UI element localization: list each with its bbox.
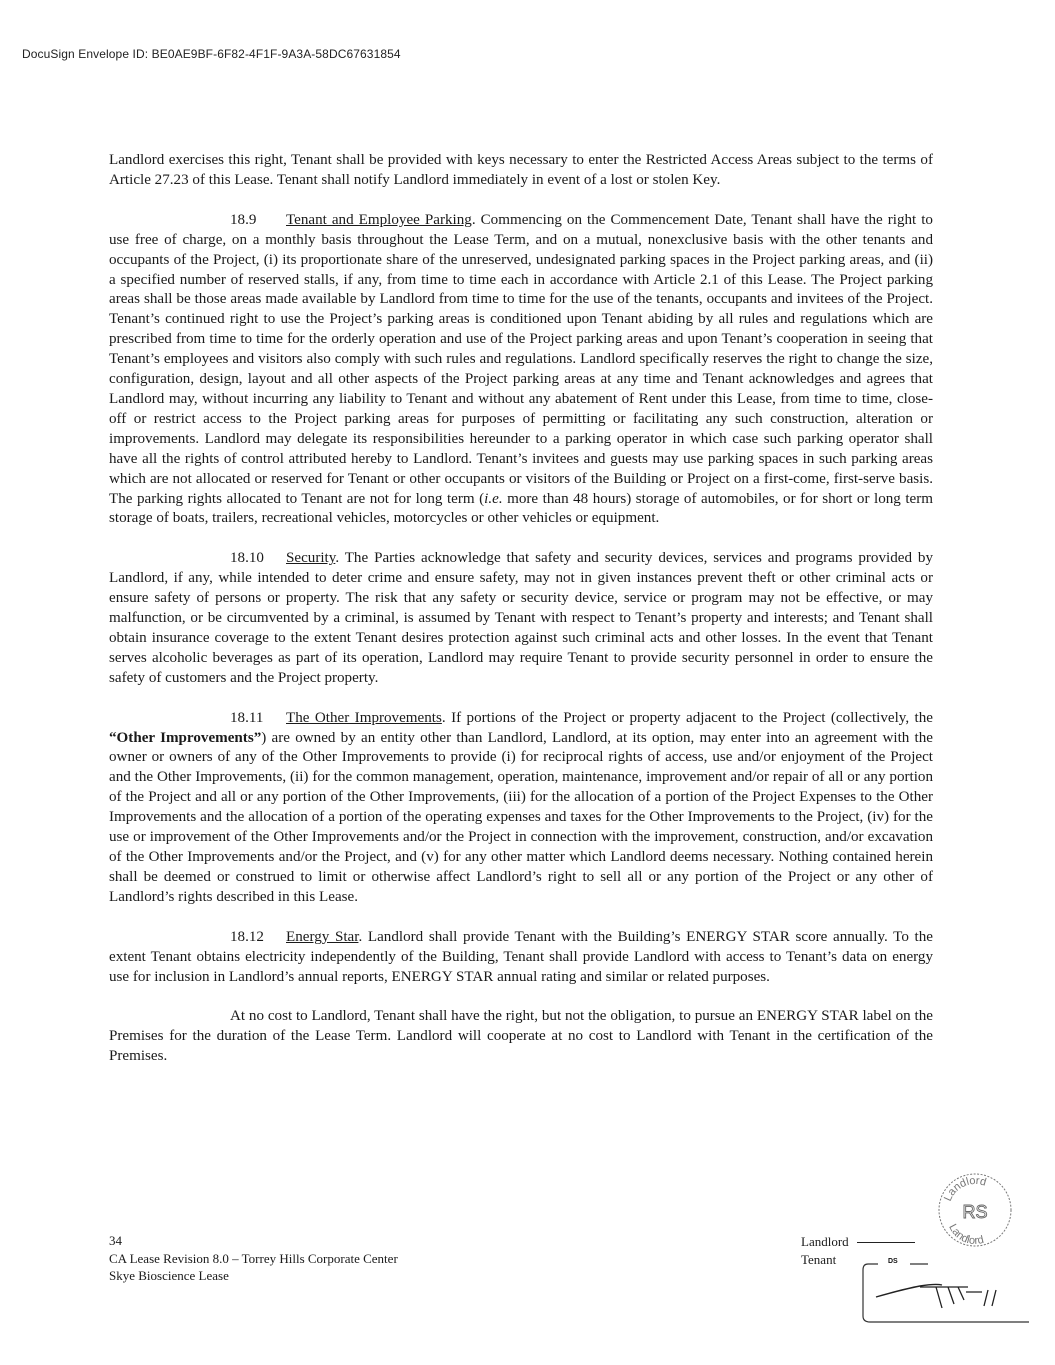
landlord-initial-row [801,1233,915,1251]
page-footer [109,1232,398,1285]
section-heading: Energy Star [286,928,359,945]
tenant-label: Tenant [801,1252,837,1267]
section-text-continued: more than 48 hours) storage of automobiles, or for short or long term storage of boats, trailers, recreational vehicles, motorcycles or other vehicles or equipment. [109,490,933,527]
landlord-label: Landlord [801,1234,849,1249]
signature-stroke [876,1284,942,1297]
section-text: . If portions of the Project or property adjacent to the Project (collectively, the [441,709,933,726]
landlord-seal [937,1172,1013,1248]
intro-paragraph: Landlord exercises this right, Tenant shall be provided with keys necessary to enter the Restricted Access Areas subject to the terms of Article 27.23 of this Lease. Tenant shall notify Landlord immediately in event of a lost or stolen Key. [109,152,933,188]
envelope-id: DocuSign Envelope ID: BE0AE9BF-6F82-4F1F-9A3A-58DC67631854 [22,47,401,61]
seal-top-text: Landlord [941,1174,988,1204]
section-18-10 [109,549,933,688]
section-number: 18.12 [230,928,264,945]
docusign-label: DS [888,1258,898,1265]
section-text: . Commencing on the Commencement Date, Tenant shall have the right to use free of charge, on a monthly basis throughout the Lease Term, and on a mutual, nonexclusive basis with the other tenants and occupants of the Project, (i) its proportionate share of the unreserved, undesignated parking spaces in the Project parking areas, and (ii) a specified number of reserved stalls, if any, from time to time each in accordance with Article 2.1 of this Lease. The Project parking areas shall be those areas made available by Landlord from time to time for the use of the tenants, occupants and invitees of the Project. Tenant’s continued right to use the Project’s parking areas is conditioned upon Tenant abiding by all rules and regulations which are prescribed from time to time for the orderly operation and use of the Project parking areas and upon Tenant’s cooperation in seeing that Tenant’s employees and visitors also comply with such rules and regulations. Landlord specifically reserves the right to change the size, configuration, design, layout and all other aspects of the Project parking areas at any time and Tenant acknowledges and agrees that Landlord may, without incurring any liability to Tenant and without any abatement of Rent under this Lease, from time to time, close-off or restrict access to the Project parking areas for purposes of permitting or facilitating any such construction, alteration or improvements. Landlord may delegate its responsibilities hereunder to a parking operator in which case such parking operator shall have all the rights of control attributed hereby to Landlord. Tenant’s invitees and guests may use parking spaces in such parking areas which are not allocated or reserved for Tenant or other occupants or visitors of the Building or Project on a first-come, first-serve basis. The parking rights allocated to Tenant are not for long term ( [109,211,933,507]
page-number: 34 [109,1233,122,1248]
section-text: . Landlord shall provide Tenant with the Building’s ENERGY STAR score annually. To the extent Tenant obtains electricity independently of the Building, Tenant shall provide Landlord with access to Tenant’s data on energy use for inclusion in Landlord’s annual reports, ENERGY STAR annual rating and similar or related purposes. [109,928,933,985]
lease-revision: CA Lease Revision 8.0 – Torrey Hills Corporate Center [109,1250,398,1266]
defined-term: “Other Improvements” [109,729,262,746]
section-heading: The Other Improvements [286,709,442,726]
tenant-initial-box[interactable] [862,1262,1030,1324]
closing-paragraph: At no cost to Landlord, Tenant shall have the right, but not the obligation, to pursue an ENERGY STAR label on the Premises for the duration of the Lease Term. Landlord will cooperate at no cost to Landlord with Tenant in the certification of the Premises. [109,1008,933,1065]
section-number: 18.10 [230,550,264,567]
tenant-initials-signature [920,1287,996,1308]
section-heading: Tenant and Employee Parking [286,211,472,228]
section-number: 18.11 [230,709,264,726]
section-18-11 [109,709,933,908]
section-18-9 [109,211,933,530]
section-italic: i.e. [484,490,503,507]
landlord-initial-line[interactable] [857,1242,915,1243]
document-body [109,151,933,1087]
section-heading: Security [286,550,336,567]
section-number: 18.9 [230,211,257,228]
section-text: . The Parties acknowledge that safety and security devices, services and programs provided by Landlord, if any, while intended to deter crime and ensure safety, may not in given instances prevent theft or other criminal acts or ensure safety of persons or property. The risk that any safety or security device, service or program may not be effective, or may malfunction, or be circumvented by a criminal, is assumed by Tenant with respect to Tenant’s property and interests; and Tenant shall obtain insurance coverage to the extent Tenant desires protection against such criminal acts and other losses. In the event that Tenant serves alcoholic beverages as part of its operation, Landlord may require Tenant to provide security personnel in order to ensure the safety of customers and the Project property. [109,550,933,686]
section-18-12 [109,928,933,988]
lease-name: Skye Bioscience Lease [109,1268,229,1283]
seal-initials: RS [962,1202,988,1222]
seal-bottom-text: Landlord [946,1222,986,1248]
section-text-continued: ) are owned by an entity other than Landlord, Landlord, at its option, may enter into an agreement with the owner or owners of any of the Other Improvements to provide (i) for reciprocal rights of access, use and/or enjoyment of the Project and the Other Improvements, (ii) for the common management, operation, maintenance, improvement and/or repair of all or any portion of the Project and all or any portion of the Other Improvements, (iii) for the allocation of a portion of the Project Expenses to the Other Improvements and the allocation of a portion of the operating expenses and taxes for the Other Improvements to the Project, (iv) for the use or improvement of the Other Improvements and/or the Project in connection with the improvement, construction, and/or excavation of the Other Improvements and/or the Project, and (v) for any other matter which Landlord deems necessary. Nothing contained herein shall be deemed or construed to limit or otherwise affect Landlord’s right to sell all or any portion of the Project or any other of Landlord’s rights described in this Lease. [109,729,933,905]
